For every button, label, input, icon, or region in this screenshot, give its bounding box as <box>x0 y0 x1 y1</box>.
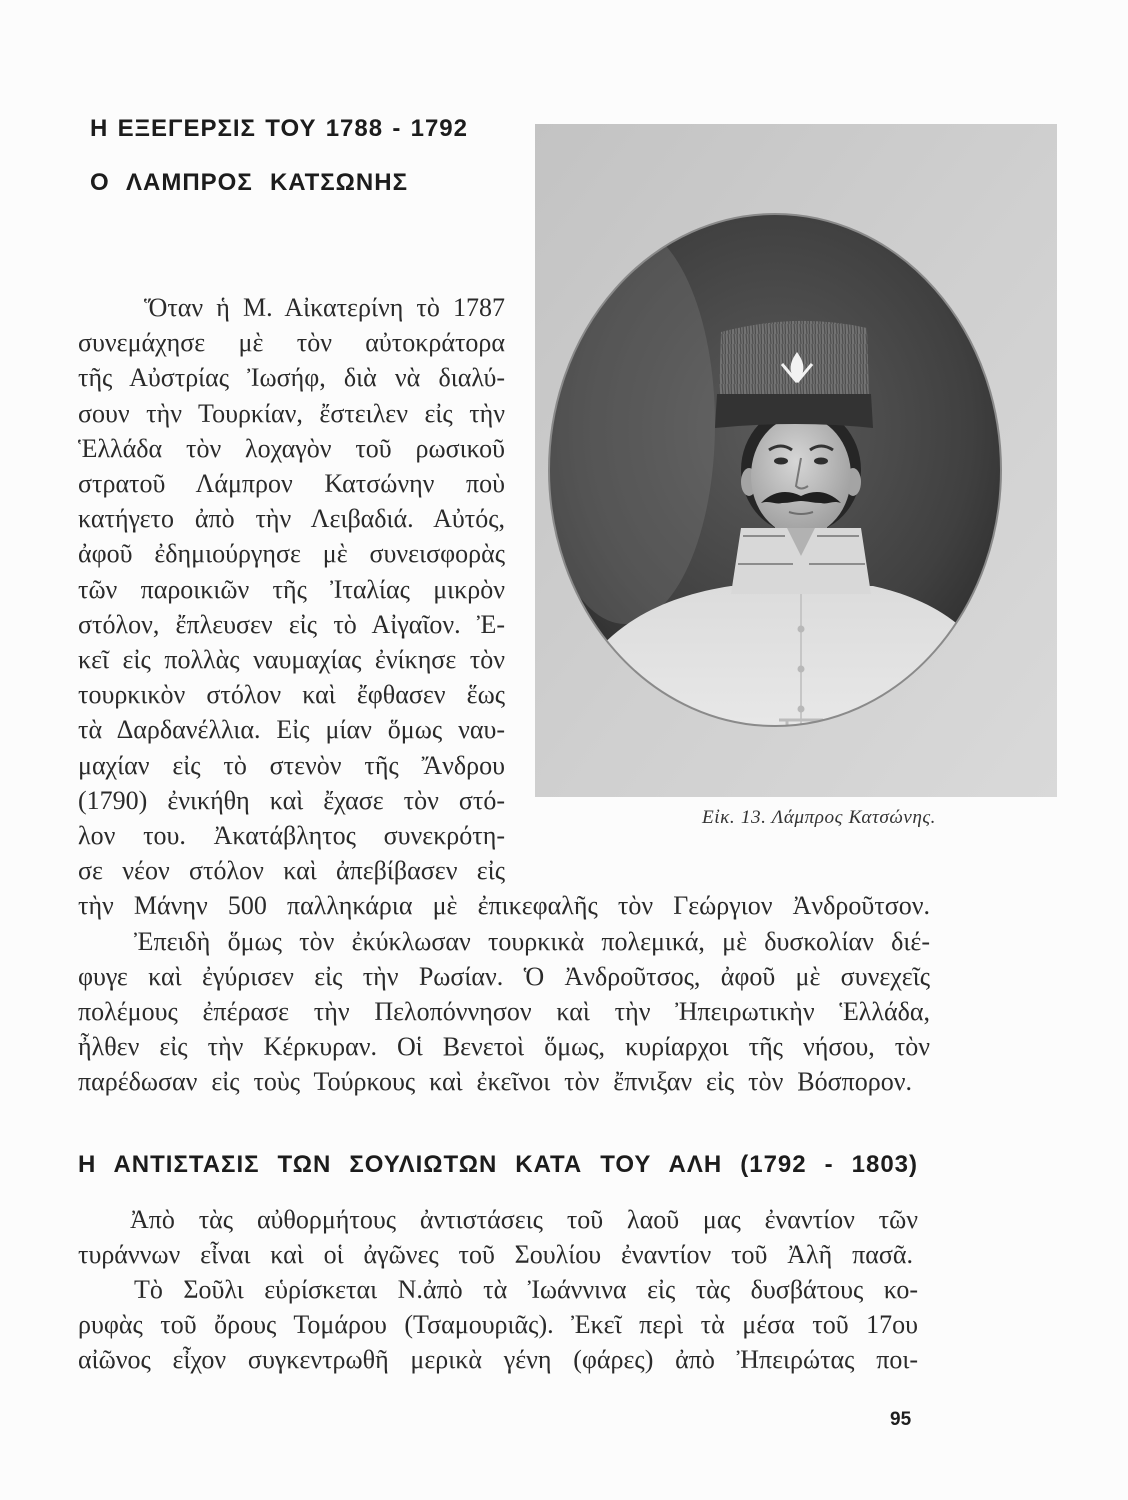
text-line: στόλον, ἔπλευσεν εἰς τὸ Αἰγαῖον. Ἐ- <box>78 609 505 639</box>
text-line: συνεμάχησε μὲ τὸν αὐτοκράτορα <box>78 328 505 358</box>
text-line: λον του. Ἀκατάβλητος συνεκρότη- <box>78 821 505 851</box>
text-line: (1790) ἐνικήθη καὶ ἔχασε τὸν στό- <box>78 785 505 815</box>
text-line: Ἐπειδὴ ὅμως τὸν ἐκύκλωσαν τουρκικὰ πολεμικά, μὲ δυσκολίαν διέ- <box>134 926 930 956</box>
text-line: μαχίαν εἰς τὸ στενὸν τῆς Ἄνδρου <box>78 750 505 780</box>
text-line: κεῖ εἰς πολλὰς ναυμαχίας ἐνίκησε τὸν <box>78 645 505 675</box>
text-line: τὰ Δαρδανέλλια. Εἰς μίαν ὅμως ναυ- <box>78 715 505 745</box>
text-line: φυγε καὶ ἐγύρισεν εἰς τὴν Ρωσίαν. Ὁ Ἀνδροῦτσος, ἀφοῦ μὲ συνεχεῖς <box>78 961 930 991</box>
text-line: τῶν παροικιῶν τῆς Ἰταλίας μικρὸν <box>78 574 505 604</box>
text-line: τὴν Μάνην 500 παλληκάρια μὲ ἐπικεφαλῆς τὸν Γεώργιον Ἀνδροῦτσον. <box>78 891 930 921</box>
text-line: ρυφὰς τοῦ ὄρους Τομάρου (Τσαμουριᾶς). Ἐκεῖ περὶ τὰ μέσα τοῦ 17ου <box>78 1310 918 1339</box>
text-line: ἦλθεν εἰς τὴν Κέρκυραν. Οἱ Βενετοὶ ὅμως, κυρίαρχοι τῆς νήσου, τὸν <box>78 1032 930 1062</box>
text-line: Ἀπὸ τὰς αὐθορμήτους ἀντιστάσεις τοῦ λαοῦ μας ἐναντίον τῶν <box>130 1205 918 1234</box>
text-line: τουρκικὸν στόλον καὶ ἔφθασεν ἕως <box>78 680 505 710</box>
text-line: στρατοῦ Λάμπρον Κατσώνην ποὺ <box>78 469 505 499</box>
text-line: κατήγετο ἀπὸ τὴν Λειβαδιά. Αὐτός, <box>78 504 505 534</box>
section-heading-2: Η ΑΝΤΙΣΤΑΣΙΣ ΤΩΝ ΣΟΥΛΙΩΤΩΝ ΚΑΤΑ ΤΟΥ ΑΛΗ (1792 - 1803) <box>78 1151 918 1178</box>
text-line: Ἑλλάδα τὸν λοχαγὸν τοῦ ρωσικοῦ <box>78 433 505 463</box>
figure-caption: Εἰκ. 13. Λάμπρος Κατσώνης. <box>702 807 936 828</box>
text-line: τῆς Αὐστρίας Ἰωσήφ, διὰ νὰ διαλύ- <box>78 363 505 393</box>
section-heading-1: Η ΕΞΕΓΕΡΣΙΣ ΤΟΥ 1788 - 1792 <box>90 115 468 142</box>
text-line: πολέμους ἐπέρασε τὴν Πελοπόννησον καὶ τὴν Ἠπειρωτικὴν Ἑλλάδα, <box>78 997 930 1027</box>
page-number: 95 <box>890 1409 912 1430</box>
text-line: ἀφοῦ ἐδημιούργησε μὲ συνεισφορὰς <box>78 539 505 569</box>
text-section-2 <box>78 1202 918 1377</box>
text-section-1 <box>78 290 930 1100</box>
text-line: σουν τὴν Τουρκίαν, ἔστειλεν εἰς τὴν <box>78 398 505 428</box>
text-line: σε νέον στόλον καὶ ἀπεβίβασεν εἰς <box>78 856 505 886</box>
text-line: παρέδωσαν εἰς τοὺς Τούρκους καὶ ἐκεῖνοι τὸν ἔπνιξαν εἰς τὸν Βόσπορον. <box>78 1067 912 1097</box>
text-line: Τὸ Σοῦλι εὑρίσκεται Ν.ἀπὸ τὰ Ἰωάννινα εἰς τὰς δυσβάτους κο- <box>134 1275 918 1304</box>
text-line: Ὅταν ἡ Μ. Αἰκατερίνη τὸ 1787 <box>144 293 505 322</box>
section-subheading: Ο ΛΑΜΠΡΟΣ ΚΑΤΣΩΝΗΣ <box>90 169 408 196</box>
text-line: τυράννων εἶναι καὶ οἱ ἀγῶνες τοῦ Σουλίου ἐναντίον τοῦ Ἀλῆ πασᾶ. <box>78 1240 913 1269</box>
text-line: αἰῶνος εἶχον συγκεντρωθῆ μερικὰ γένη (φάρες) ἀπὸ Ἠπειρώτας ποι- <box>78 1345 918 1374</box>
